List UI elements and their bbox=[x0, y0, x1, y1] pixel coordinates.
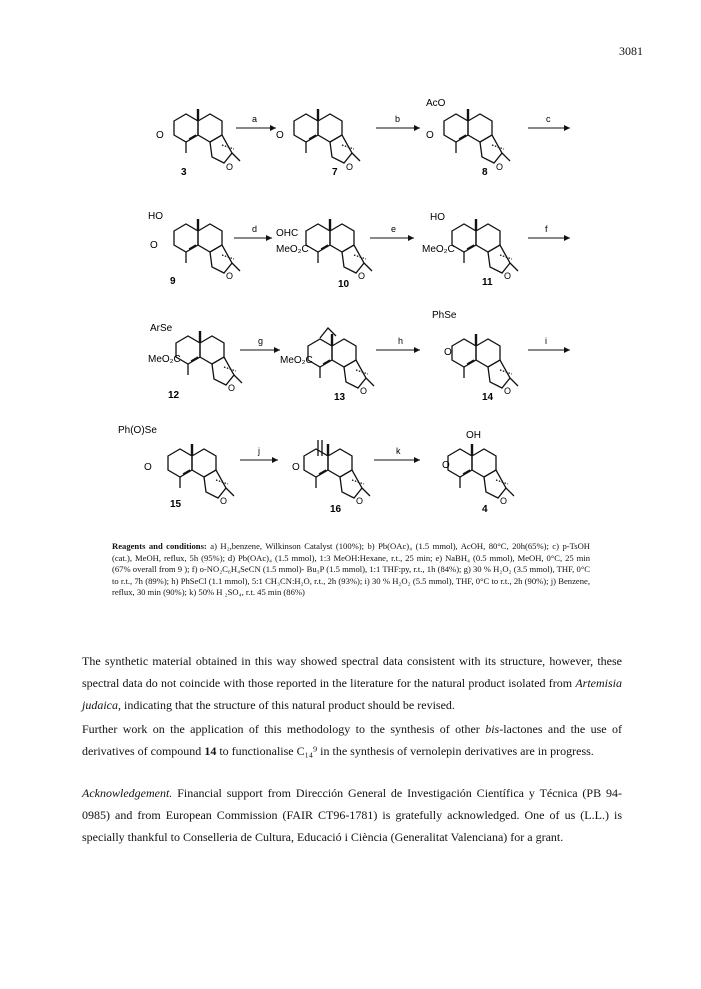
svg-text:O: O bbox=[228, 383, 236, 393]
caption-heading: Reagents and conditions: bbox=[112, 541, 207, 551]
arrow-f bbox=[528, 224, 570, 241]
svg-text:O: O bbox=[444, 347, 452, 358]
arrow-label-h: h bbox=[398, 336, 404, 346]
arrow-label-i: i bbox=[545, 336, 547, 346]
compound-3-structure bbox=[156, 109, 240, 178]
svg-text:O: O bbox=[356, 496, 364, 506]
compound-label-12: 12 bbox=[168, 390, 180, 401]
arrow-label-b: b bbox=[395, 114, 401, 124]
arrow-label-f: f bbox=[545, 224, 548, 234]
compound-13-structure bbox=[280, 328, 374, 403]
svg-text:AcO: AcO bbox=[426, 98, 446, 109]
svg-text:OHC: OHC bbox=[276, 228, 299, 239]
arrow-label-c: c bbox=[546, 114, 551, 124]
compound-11-structure bbox=[422, 212, 518, 288]
svg-text:O: O bbox=[426, 130, 434, 141]
compound-label-8: 8 bbox=[482, 167, 488, 178]
svg-text:O: O bbox=[442, 460, 450, 471]
compound-label-10: 10 bbox=[338, 279, 350, 290]
svg-text:Ph(O)Se: Ph(O)Se bbox=[118, 425, 157, 436]
compound-label-13: 13 bbox=[334, 392, 346, 403]
compound-12-structure bbox=[148, 323, 242, 401]
compound-14-structure bbox=[432, 310, 518, 403]
svg-text:O: O bbox=[500, 496, 508, 506]
compound-label-16: 16 bbox=[330, 504, 342, 515]
arrow-label-d: d bbox=[252, 224, 258, 234]
compound-label-15: 15 bbox=[170, 499, 182, 510]
body-text bbox=[82, 650, 622, 850]
acknowledgement-paragraph: Acknowledgement. Financial support from Dirección General de Investigación Científica y Técnica (PB 94-0985) and from European Commission (FAIR CT96-1781) is gratefully acknowledged. One of us (L.L.) is specially thankful to Conselleria de Cultura, Educació i Ciència (Generalitat Valenciana) for a grant. bbox=[82, 786, 622, 844]
arrow-a bbox=[236, 114, 276, 131]
compound-label-11: 11 bbox=[482, 277, 493, 288]
compound-label-14: 14 bbox=[482, 392, 494, 403]
svg-text:OH: OH bbox=[466, 430, 481, 441]
svg-text:MeO₂C: MeO₂C bbox=[148, 354, 181, 365]
svg-text:PhSe: PhSe bbox=[432, 310, 457, 321]
svg-text:MeO₂C: MeO₂C bbox=[280, 355, 313, 366]
arrow-j bbox=[240, 446, 278, 463]
compound-8-structure bbox=[426, 98, 510, 178]
svg-text:O: O bbox=[144, 462, 152, 473]
arrow-e bbox=[370, 224, 414, 241]
compound-16-structure bbox=[292, 440, 370, 515]
svg-text:O: O bbox=[226, 162, 234, 172]
svg-text:O: O bbox=[150, 240, 158, 251]
page-number: 3081 bbox=[619, 44, 643, 58]
svg-text:O: O bbox=[358, 271, 366, 281]
svg-text:O: O bbox=[496, 162, 504, 172]
caption-text: a) H₂,benzene, Wilkinson Catalyst (100%); b) Pb(OAc)₄ (1.5 mmol), AcOH, 80°C, 20h(65%); c) p-TsOH (cat.), MeOH, reflux, 5h (95%); d) Pb(OAc)₄ (1.5 mmol), 1:3 MeOH:Hexane, r.t., 25 min; e) NaBH₄ (0.5 mmol), MeOH, 0°C, 25 min (67% overall from 9 ); f) o-NO₂C₆H₄SeCN (1.5 mmol)- Bu₃P (1.5 mmol), 1:1 THF:py, r.t., 1h (84%); g) 30 % H₂O₂ (3.5 mmol), THF, 0°C to r.t., 7h (89%); h) PhSeCl (1.1 mmol), 5:1 CH₃CN:H₂O, r.t., 2h (93%); i) 30 % H₂O₂ (5.5 mmol), THF, 0°C to r.t., 2h (90%); j) Benzene, reflux, 30 min (90%); k) 50% H ₂SO₄, r.t. 45 min (86%) bbox=[112, 541, 591, 598]
compound-7-structure bbox=[276, 109, 360, 178]
compound-label-7: 7 bbox=[332, 167, 338, 178]
arrow-c bbox=[528, 114, 570, 131]
arrow-k bbox=[374, 446, 420, 463]
arrow-label-k: k bbox=[396, 446, 401, 456]
arrow-label-g: g bbox=[258, 336, 264, 346]
arrow-d bbox=[234, 224, 272, 241]
svg-text:HO: HO bbox=[430, 212, 445, 223]
arrow-label-e: e bbox=[391, 224, 397, 234]
svg-text:MeO₂C: MeO₂C bbox=[276, 244, 309, 255]
svg-text:O: O bbox=[360, 386, 368, 396]
arrow-label-j: j bbox=[258, 446, 260, 456]
svg-text:HO: HO bbox=[148, 211, 163, 222]
compound-label-3: 3 bbox=[181, 167, 187, 178]
arrow-h bbox=[376, 336, 420, 353]
paragraph-1: The synthetic material obtained in this way showed spectral data consistent with its structure, however, these spectral data do not coincide with those reported in the literature for the natural product isolated from Artemisia judaica, indicating that the structure of this natural product should be revised. bbox=[82, 654, 622, 712]
svg-text:O: O bbox=[292, 462, 300, 473]
svg-text:O: O bbox=[276, 130, 284, 141]
compound-15-structure bbox=[118, 425, 234, 510]
svg-text:ArSe: ArSe bbox=[150, 323, 173, 334]
svg-text:O: O bbox=[504, 271, 512, 281]
svg-text:MeO₂C: MeO₂C bbox=[422, 244, 455, 255]
svg-text:O: O bbox=[346, 162, 354, 172]
compound-label-9: 9 bbox=[170, 276, 176, 287]
arrow-b bbox=[376, 114, 420, 131]
svg-text:O: O bbox=[220, 496, 228, 506]
compound-9-structure bbox=[148, 211, 240, 287]
o-label: O bbox=[156, 130, 164, 141]
scheme-caption bbox=[112, 541, 590, 599]
svg-text:O: O bbox=[504, 386, 512, 396]
arrow-i bbox=[528, 336, 570, 353]
arrow-label-a: a bbox=[252, 114, 258, 124]
svg-text:O: O bbox=[226, 271, 234, 281]
arrow-g bbox=[240, 336, 280, 353]
paragraph-2: Further work on the application of this methodology to the synthesis of other bis-lactones and the use of derivatives of compound 14 to functionalise C₁₄⁹ in the synthesis of vernolepin derivatives are in progress. bbox=[82, 722, 623, 758]
compound-10-structure bbox=[276, 219, 372, 290]
compound-4-structure bbox=[442, 430, 514, 515]
compound-label-4: 4 bbox=[482, 504, 488, 515]
